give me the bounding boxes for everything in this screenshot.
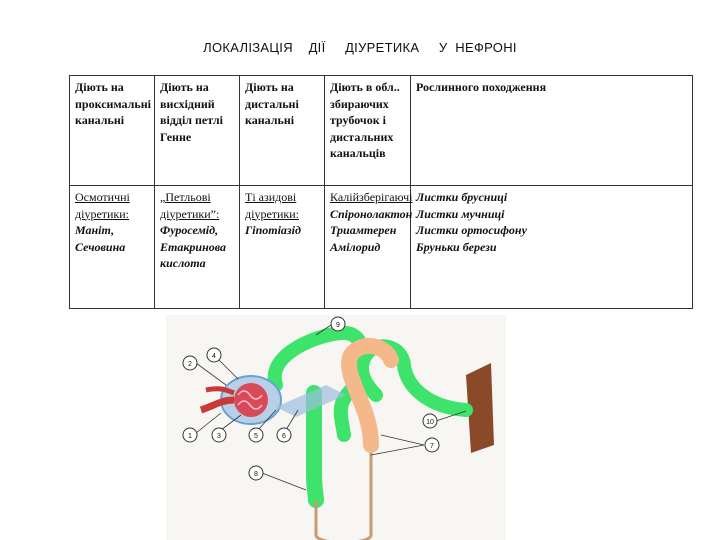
- diuretics-table: [69, 75, 693, 309]
- drug-name: Фуросемід,: [160, 223, 219, 237]
- herb-name: Листки ортосифону: [416, 223, 527, 237]
- marker-label: 7: [430, 443, 434, 450]
- glomerulus: [234, 383, 268, 417]
- marker-label: 10: [426, 419, 434, 426]
- drug-group: Калійзберігаючі: [330, 190, 413, 204]
- cell-potassium-sparing: [325, 186, 411, 309]
- marker-label: 1: [188, 433, 192, 440]
- drug-name: Амілорид: [330, 239, 381, 254]
- herb-name: Листки мучниці: [416, 206, 505, 221]
- header-cell-henle-loop: Діють на висхідний відділ петлі Генне: [155, 76, 240, 186]
- cell-plant: [411, 186, 693, 309]
- header-cell-distal: Діють на дистальні канальні: [240, 76, 325, 186]
- nephron-diagram: [166, 315, 506, 540]
- header-cell-plant-origin: Рослинного походження: [411, 76, 693, 186]
- marker-label: 5: [254, 433, 258, 440]
- herb-name: Листки брусниці: [416, 190, 508, 204]
- marker-label: 9: [336, 322, 340, 329]
- marker-label: 4: [212, 353, 216, 360]
- title-word: ДІЇ: [308, 40, 326, 55]
- title-word: ЛОКАЛІЗАЦІЯ: [203, 40, 293, 55]
- marker-label: 3: [217, 433, 221, 440]
- page-title: [0, 40, 720, 55]
- drug-name: Етакринова кислота: [160, 239, 227, 270]
- descending-limb: [314, 393, 316, 500]
- drug-name: Маніт,: [75, 223, 115, 237]
- title-word: У: [438, 40, 448, 55]
- drug-name: Гіпотіазід: [245, 223, 301, 237]
- marker-label: 6: [282, 433, 286, 440]
- herb-name: Бруньки берези: [416, 239, 497, 254]
- table-header-row: [70, 76, 693, 186]
- title-word: ДІУРЕТИКА: [345, 40, 420, 55]
- marker-label: 8: [254, 471, 258, 478]
- drug-group: Ті азидові діуретики:: [245, 190, 300, 221]
- drug-group: Осмотичні діуретики:: [75, 190, 130, 221]
- drug-name: Спіронолактон: [330, 206, 413, 221]
- cell-osmotic: [70, 186, 155, 309]
- cell-thiazide: [240, 186, 325, 309]
- table-row: [70, 186, 693, 309]
- drug-name: Триамтерен: [330, 223, 397, 237]
- header-cell-proximal: Діють на проксимальні канальні: [70, 76, 155, 186]
- drug-group: „Петльові діуретики”:: [160, 190, 220, 221]
- drug-name: Сечовина: [75, 239, 126, 254]
- header-cell-collecting: Діють в обл.. збираючих трубочок і дистальних канальців: [325, 76, 411, 186]
- cell-loop: [155, 186, 240, 309]
- marker-label: 2: [188, 361, 192, 368]
- title-word: НЕФРОНІ: [455, 40, 517, 55]
